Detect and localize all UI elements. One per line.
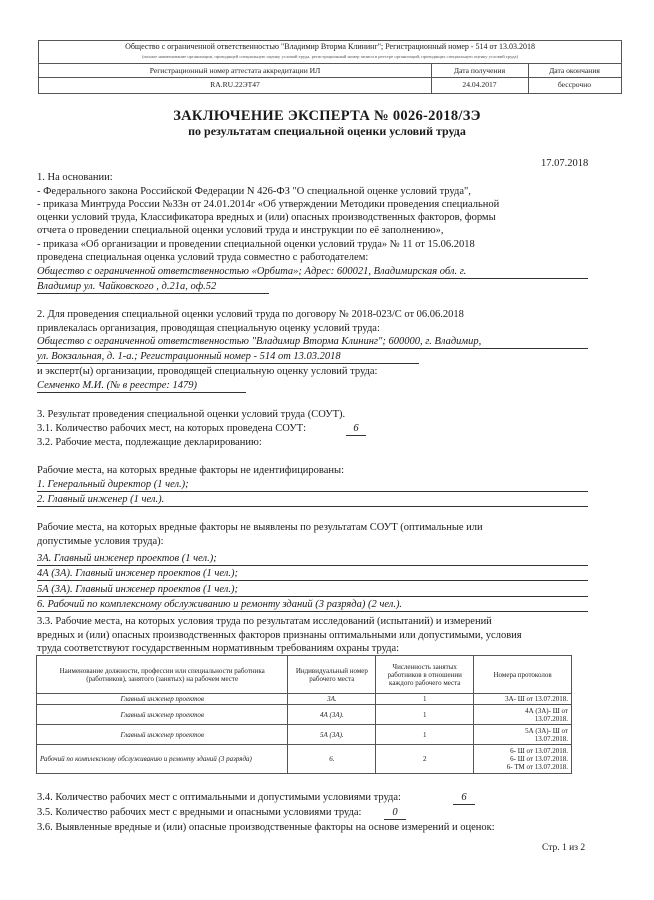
cell-name: Рабочий по комплексному обслуживанию и ремонту зданий (3 разряда) (37, 745, 288, 774)
notfound-head: допустимые условия труда): (37, 536, 164, 547)
employer-line: Общество с ограниченной ответственностью «Орбита»; Адрес: 600021, Владимирская обл. г. (37, 266, 588, 279)
s1-line: отчета о проведении специальной оценки условий труда и инструкции по её заполнению», (37, 225, 444, 236)
protocol-line: 13.07.2018. (534, 734, 568, 743)
date-end-value: бессрочно (557, 80, 592, 89)
q35-label: 3.5. Количество рабочих мест с вредными и опасными условиями труда: (37, 807, 362, 818)
list-item: 6. Рабочий по комплексному обслуживанию и ремонту зданий (3 разряда) (2 чел.). (37, 599, 588, 612)
q31-value: 6 (346, 423, 366, 436)
column-header: Численность занятых работников в отношении каждого рабочего места (376, 656, 474, 694)
list-item: 4А (3А). Главный инженер проектов (1 чел.); (37, 568, 588, 581)
cell-name: Главный инженер проектов (37, 694, 288, 705)
column-header: Индивидуальный номер рабочего места (288, 656, 376, 694)
expert-name: Семченко М.И. (№ в реестре: 1479) (37, 380, 246, 393)
accreditation-head: Регистрационный номер аттестата аккредитации ИЛ (149, 66, 321, 75)
document-date: 17.07.2018 (541, 158, 589, 169)
cell-count: 2 (376, 745, 474, 774)
assessor-org-line: ул. Вокзальная, д. 1-а.; Регистрационный номер - 514 от 13.03.2018 (37, 351, 419, 364)
cell-num: 3А. (288, 694, 376, 705)
s1-line: - Федерального закона Российской Федерации N 426-ФЗ "О специальной оценке условий труда", (37, 186, 471, 197)
s1-line: - приказа Минтруда России №33н от 24.01.2014г «Об утверждении Методики проведения специальной (37, 199, 500, 210)
table-row (37, 694, 572, 705)
page-subtitle: по результатам специальной оценки условий труда (188, 124, 466, 138)
org-line: Общество с ограниченной ответственностью "Владимир Вторма Клининг"; Регистрационный номер - 514 от 13.03.2018 (125, 42, 535, 51)
column-header: Номера протоколов (474, 656, 572, 694)
q33-text: вредных и (или) опасных производственных факторов признаны оптимальными или допустимыми, условия (37, 630, 522, 641)
table-row (37, 725, 572, 745)
table-row (37, 705, 572, 725)
cell-count: 1 (376, 705, 474, 725)
divider (528, 63, 529, 93)
protocol-line: 6- ТМ от 13.07.2018. (506, 763, 568, 771)
org-subcaption: (полное наименование организации, проводящей специальную оценку условий труда, регистрационный номер записи в реестре организаций, проводящих специальную оценку условий труда) (141, 54, 519, 59)
s2-line: привлекалась организация, проводящая специальную оценку условий труда: (37, 323, 380, 334)
table-header-row (37, 656, 572, 694)
cell-protocols (474, 725, 572, 745)
accreditation-head-row (39, 63, 621, 78)
cell-num: 4А (3А). (288, 705, 376, 725)
q36-label: 3.6. Выявленные вредные и (или) опасные производственные факторы на основе измерений и оценок: (37, 822, 495, 833)
table-row (37, 745, 572, 774)
nonident-head: Рабочие места, на которых вредные факторы не идентифицированы: (37, 465, 344, 476)
accreditation-value: RA.RU.22ЭТ47 (210, 80, 260, 89)
date-received-value: 24.04.2017 (462, 80, 497, 89)
page-title: ЗАКЛЮЧЕНИЕ ЭКСПЕРТА № 0026-2018/ЗЭ (173, 108, 481, 124)
cell-num: 5А (3А). (288, 725, 376, 745)
assessor-org-line: Общество с ограниченной ответственностью "Владимир Вторма Клининг"; 600000, г. Владимир, (37, 336, 588, 349)
cell-count: 1 (376, 694, 474, 705)
q32-label: 3.2. Рабочие места, подлежащие декларированию: (37, 437, 262, 448)
date-received-head: Дата получения (453, 66, 506, 75)
employer-line: Владимир ул. Чайковского , д.21а, оф.52 (37, 281, 269, 294)
protocol-line: 3А- Ш от 13.07.2018. (505, 695, 568, 703)
s2-line: и эксперт(ы) организации, проводящей специальную оценку условий труда: (37, 366, 378, 377)
header-box (38, 40, 622, 94)
cell-count: 1 (376, 725, 474, 745)
q33-text: 3.3. Рабочие места, на которых условия труда по результатам исследований (испытаний) и измерений (37, 616, 492, 627)
protocol-line: 13.07.2018. (534, 714, 568, 723)
q33-text: труда соответствуют государственным нормативным требованиям охраны труда: (37, 643, 400, 654)
page-number: Стр. 1 из 2 (542, 843, 586, 853)
date-end-head: Дата окончания (549, 66, 600, 75)
notfound-head: Рабочие места, на которых вредные факторы не выявлены по результатам СОУТ (оптимальные или (37, 522, 483, 533)
cell-protocols (474, 694, 572, 705)
list-item: 3А. Главный инженер проектов (1 чел.); (37, 553, 588, 566)
divider (431, 63, 432, 93)
column-header: Наименование должности, профессии или специальности работника (работников), занятого (занятых) на рабочем месте (37, 656, 288, 694)
s1-line: - приказа «Об организации и проведении специальной оценки условий труда» № 11 от 15.06.2018 (37, 239, 475, 250)
q34-label: 3.4. Количество рабочих мест с оптимальными и допустимыми условиями труда: (37, 792, 401, 803)
list-item: 2. Главный инженер (1 чел.). (37, 494, 588, 507)
cell-name: Главный инженер проектов (37, 705, 288, 725)
s1-line: оценки условий труда, Классификатора вредных и (или) опасных производственных факторов, формы (37, 212, 496, 223)
q31-label: 3.1. Количество рабочих мест, на которых проведена СОУТ: (37, 423, 306, 434)
protocol-line: 5А (3А)- Ш от (525, 726, 568, 735)
s2-line: 2. Для проведения специальной оценки условий труда по договору № 2018-023/С от 06.06.2018 (37, 309, 464, 320)
cell-num: 6. (288, 745, 376, 774)
s3-head: 3. Результат проведения специальной оценки условий труда (СОУТ). (37, 409, 346, 420)
list-item: 5А (3А). Главный инженер проектов (1 чел.); (37, 584, 588, 597)
protocol-line: 6- Ш от 13.07.2018. (510, 755, 568, 763)
s1-head: 1. На основании: (37, 172, 113, 183)
list-item: 1. Генеральный директор (1 чел.); (37, 479, 588, 492)
q34-value: 6 (453, 792, 475, 805)
q35-value: 0 (384, 807, 406, 820)
protocol-line: 6- Ш от 13.07.2018. (510, 747, 568, 755)
s1-line: проведена специальная оценка условий труда совместно с работодателем: (37, 252, 369, 263)
protocol-line: 4А (3А)- Ш от (525, 706, 568, 715)
cell-protocols (474, 745, 572, 774)
cell-name: Главный инженер проектов (37, 725, 288, 745)
cell-protocols (474, 705, 572, 725)
accreditation-value-row (39, 77, 621, 93)
results-table (36, 655, 572, 774)
